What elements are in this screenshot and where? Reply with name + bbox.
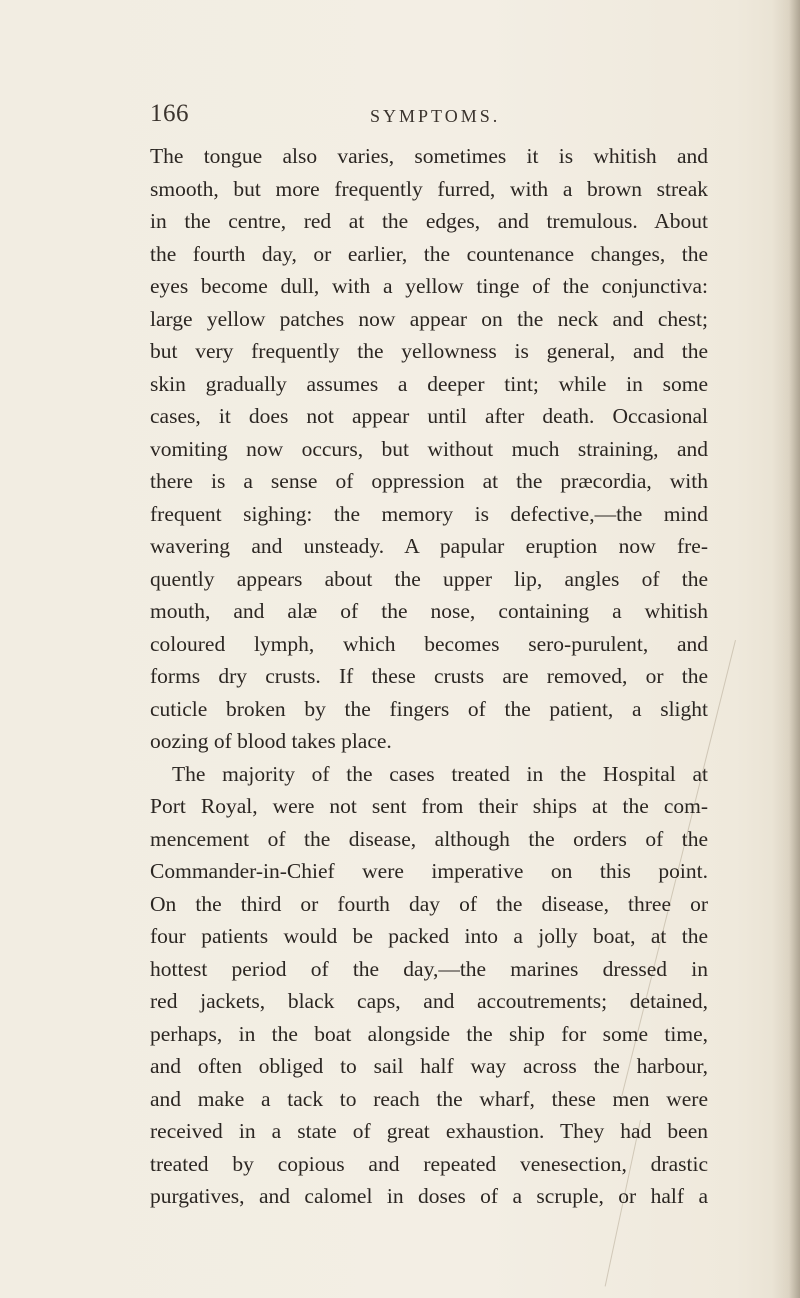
running-head: SYMPTOMS. (370, 106, 501, 126)
text-line: the fourth day, or earlier, the countenance changes, the (150, 241, 708, 266)
text-line: forms dry crusts. If these crusts are removed, or the (150, 664, 708, 688)
text-line: mencement of the disease, although the orders of the (150, 826, 708, 851)
text-line: The majority of the cases treated in the Hospital at (172, 761, 708, 786)
text-line: wavering and unsteady. A papular eruption now fre- (150, 534, 708, 558)
text-line: smooth, but more frequently furred, with a brown streak (150, 176, 708, 201)
text-line: quently appears about the upper lip, angles of the (150, 566, 708, 591)
text-line: eyes become dull, with a yellow tinge of the conjunctiva: (150, 274, 708, 298)
text-line: oozing of blood takes place. (150, 729, 392, 753)
page-edge-shadow (772, 0, 800, 1298)
text-line: red jackets, black caps, and accoutrements; detained, (150, 989, 708, 1013)
text-line: cuticle broken by the fingers of the patient, a slight (150, 696, 708, 721)
text-line: treated by copious and repeated venesection, drastic (150, 1151, 708, 1176)
text-line: Port Royal, were not sent from their ships at the com- (150, 794, 708, 818)
body-text (150, 140, 708, 1213)
text-line: and often obliged to sail half way across the harbour, (150, 1054, 708, 1078)
paragraph-2 (150, 758, 708, 1213)
text-line: cases, it does not appear until after death. Occasional (150, 404, 708, 428)
text-line: but very frequently the yellowness is general, and the (150, 339, 708, 363)
text-line: perhaps, in the boat alongside the ship for some time, (150, 1021, 708, 1046)
text-line: received in a state of great exhaustion. They had been (150, 1119, 708, 1143)
paragraph-1 (150, 140, 708, 758)
text-line: On the third or fourth day of the disease, three or (150, 891, 708, 916)
text-line: hottest period of the day,—the marines dressed in (150, 956, 708, 981)
text-line: The tongue also varies, sometimes it is whitish and (150, 144, 708, 168)
text-line: frequent sighing: the memory is defective,—the mind (150, 501, 708, 526)
text-line: four patients would be packed into a jolly boat, at the (150, 924, 708, 948)
text-line: Commander-in-Chief were imperative on this point. (150, 859, 708, 883)
page-number: 166 (150, 100, 189, 127)
text-line: vomiting now occurs, but without much straining, and (150, 436, 708, 461)
text-line: skin gradually assumes a deeper tint; while in some (150, 371, 708, 396)
text-line: purgatives, and calomel in doses of a scruple, or half a (150, 1184, 708, 1208)
page-header (150, 100, 710, 140)
text-line: and make a tack to reach the wharf, these men were (150, 1086, 708, 1111)
text-line: coloured lymph, which becomes sero-purulent, and (150, 631, 708, 656)
text-line: mouth, and alæ of the nose, containing a whitish (150, 599, 708, 623)
text-line: in the centre, red at the edges, and tremulous. About (150, 209, 708, 233)
text-line: large yellow patches now appear on the neck and chest; (150, 306, 708, 331)
text-line: there is a sense of oppression at the præcordia, with (150, 469, 708, 493)
